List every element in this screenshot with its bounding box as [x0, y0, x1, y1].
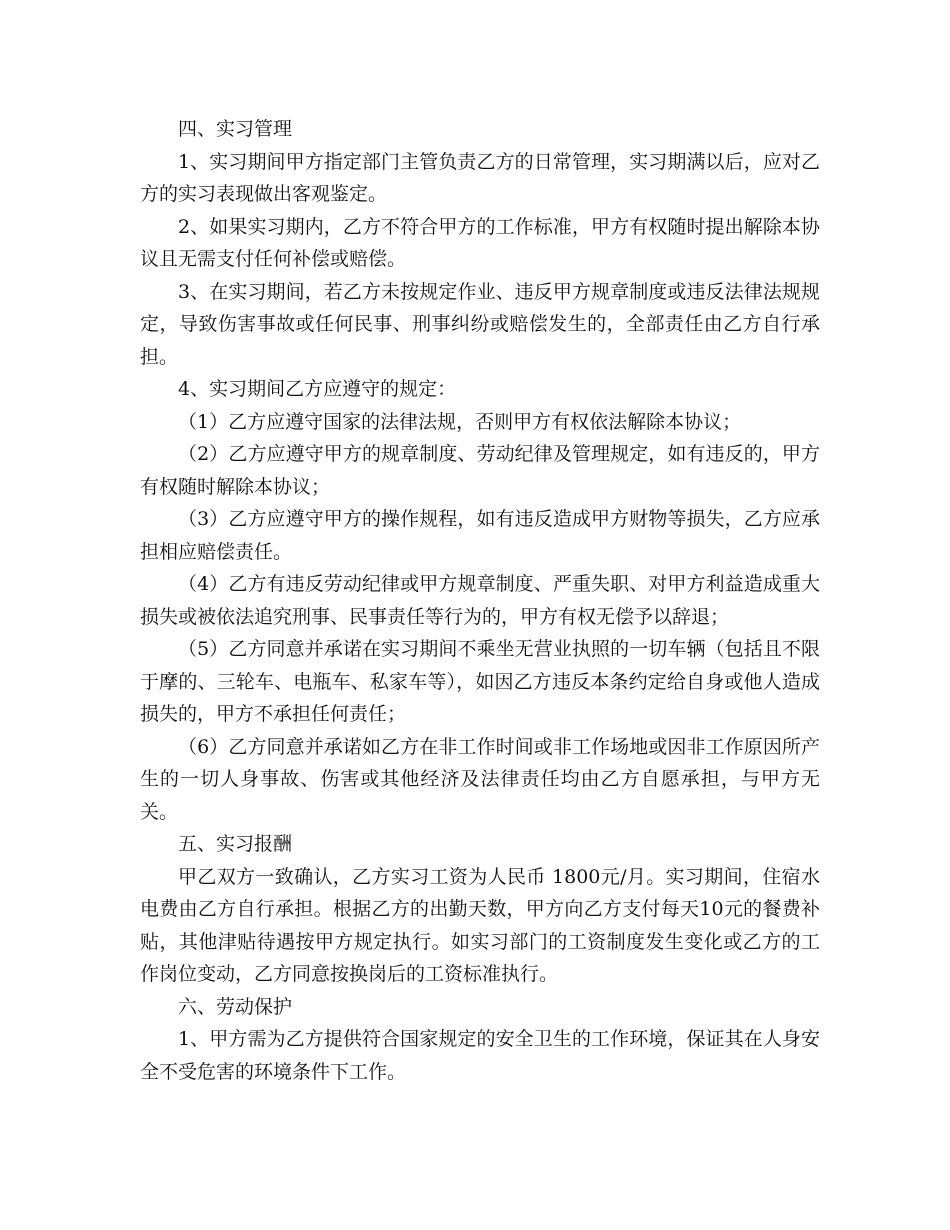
section-heading-internship-management: 四、实习管理: [178, 118, 293, 140]
section-heading-labor-protection: 六、劳动保护: [178, 995, 293, 1018]
paragraph-management-2: 2、如果实习期内，乙方不符合甲方的工作标准，甲方有权随时提出解除本协议且无需支付任何补偿或赔偿。: [140, 215, 820, 270]
document-body: [140, 113, 820, 1088]
paragraph-management-1: 1、实习期间甲方指定部门主管负责乙方的日常管理，实习期满以后，应对乙方的实习表现做出客观鉴定。: [140, 150, 820, 205]
paragraph-protection-1: 1、甲方需为乙方提供符合国家规定的安全卫生的工作环境，保证其在人身安全不受危害的环境条件下工作。: [140, 1028, 820, 1083]
rule-item-1: （1）乙方应遵守国家的法律法规，否则甲方有权依法解除本协议；: [178, 410, 742, 433]
rule-item-3: （3）乙方应遵守甲方的操作规程，如有违反造成甲方财物等损失，乙方应承担相应赔偿责任。: [140, 508, 820, 563]
paragraph-management-3: 3、在实习期间，若乙方未按规定作业、违反甲方规章制度或违反法律法规规定，导致伤害事故或任何民事、刑事纠纷或赔偿发生的，全部责任由乙方自行承担。: [140, 280, 820, 368]
paragraph-pay: 甲乙双方一致确认，乙方实习工资为人民币 1800元/月。实习期间，住宿水电费由乙方自行承担。根据乙方的出勤天数，甲方向乙方支付每天10元的餐费补贴，其他津贴待遇按甲方规定执行。如实习部门的工资制度发生变化或乙方的工作岗位变动，乙方同意按换岗后的工资标准执行。: [140, 865, 820, 985]
paragraph-management-4: 4、实习期间乙方应遵守的规定：: [178, 378, 457, 400]
rule-item-5: （5）乙方同意并承诺在实习期间不乘坐无营业执照的一切车辆（包括且不限于摩的、三轮车、电瓶车、私家车等），如因乙方违反本条约定给自身或他人造成损失的，甲方不承担任何责任；: [140, 638, 820, 725]
rule-item-2: （2）乙方应遵守甲方的规章制度、劳动纪律及管理规定，如有违反的，甲方有权随时解除本协议；: [140, 443, 820, 498]
rule-item-6: （6）乙方同意并承诺如乙方在非工作时间或非工作场地或因非工作原因所产生的一切人身事故、伤害或其他经济及法律责任均由乙方自愿承担，与甲方无关。: [140, 735, 820, 823]
rule-item-4: （4）乙方有违反劳动纪律或甲方规章制度、严重失职、对甲方利益造成重大损失或被依法追究刑事、民事责任等行为的，甲方有权无偿予以辞退；: [140, 573, 820, 628]
section-heading-internship-pay: 五、实习报酬: [178, 833, 293, 855]
